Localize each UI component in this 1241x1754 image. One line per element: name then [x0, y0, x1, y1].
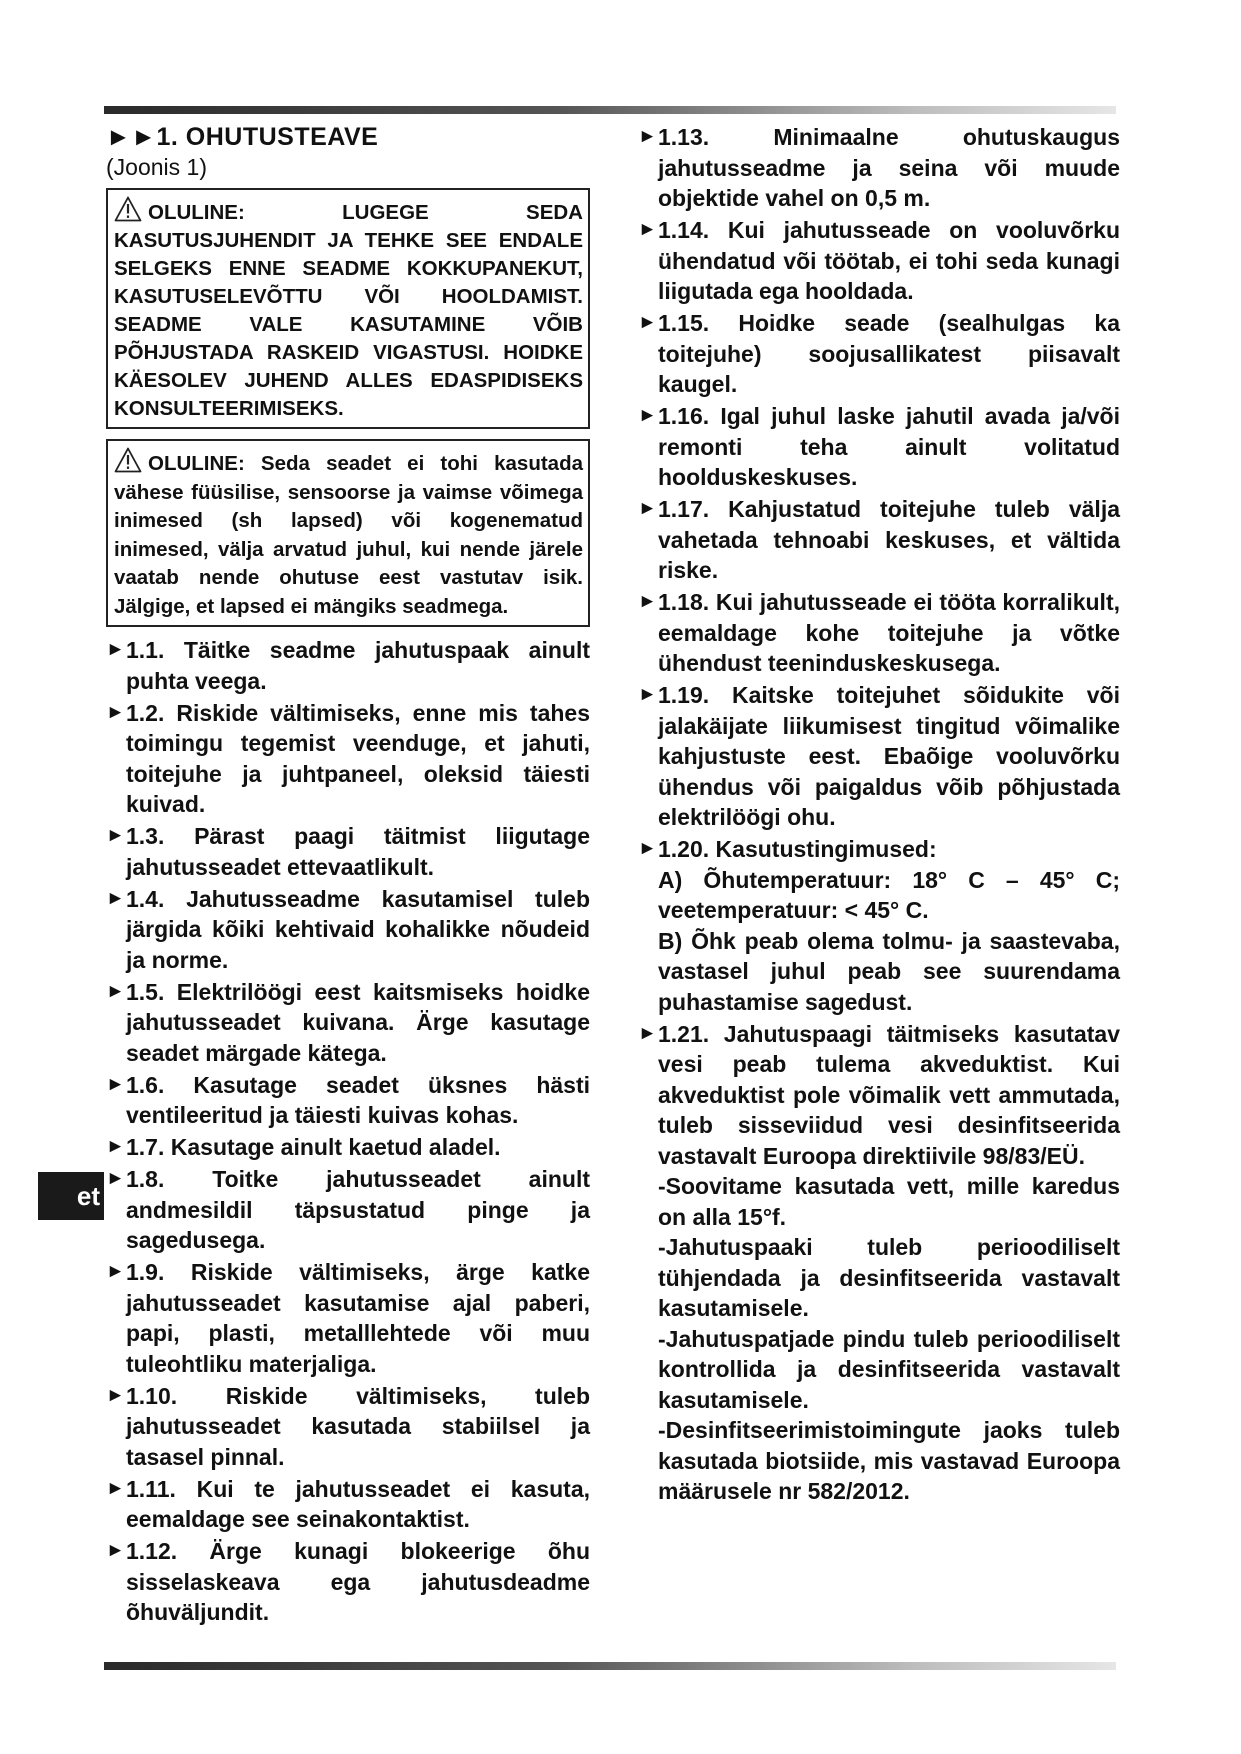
safety-item-text: 1.15. Hoidke seade (sealhulgas ka toitejuhe) soojusallikatest piisavalt kaugel.	[658, 310, 1120, 397]
bottom-rule	[104, 1662, 1116, 1670]
safety-item	[106, 977, 590, 1069]
safety-item-text: 1.1. Täitke seadme jahutuspaak ainult puhta veega.	[126, 637, 590, 694]
arrow-icon: ►	[638, 126, 657, 147]
section-subtitle: (Joonis 1)	[106, 154, 207, 180]
safety-item	[638, 680, 1120, 833]
item-1-20-b: B) Õhk peab olema tolmu- ja saastevaba, vastasel juhul peab see suurendama puhastamise sagedust.	[658, 927, 1120, 1015]
safety-item-text: 1.18. Kui jahutusseade ei tööta korralikult, eemaldage kohe toitejuhe ja võtke ühendust teeninduskeskusega.	[658, 589, 1120, 676]
warning-text-persons: OLULINE: Seda seadet ei tohi kasutada vähese füüsilise, sensoorse ja vaimse võimega inimesed (sh lapsed) või kogenematud inimesed, välja arvatud juhul, kui nende järele vaatab nende ohutuse eest vastutav isik. Jälgige, et lapsed ei mängiks seadmega.	[114, 452, 583, 618]
warning-box-manual	[106, 188, 590, 429]
safety-item-1-20	[638, 834, 1120, 1017]
arrow-icon: ►	[638, 498, 657, 519]
safety-item-1-21	[638, 1019, 1120, 1507]
section-title	[106, 122, 590, 152]
top-rule	[104, 106, 1116, 114]
arrow-icon: ►	[638, 312, 657, 333]
safety-item-text: 1.17. Kahjustatud toitejuhe tuleb välja vahetada tehnoabi keskuses, et vältida riske.	[658, 496, 1120, 583]
safety-item	[638, 401, 1120, 493]
safety-item	[106, 1132, 590, 1163]
safety-item-text: 1.12. Ärge kunagi blokeerige õhu sisselaskeava ega jahutusdeadme õhuväljundit.	[126, 1538, 590, 1625]
left-column	[106, 122, 590, 1629]
safety-item	[106, 821, 590, 882]
arrow-icon: ►	[638, 405, 657, 426]
safety-item-text: 1.2. Riskide vältimiseks, enne mis tahes toimingu tegemist veenduge, et jahuti, toitejuhe ja juhtpaneel, oleksid täiesti kuivad.	[126, 699, 590, 817]
safety-item	[106, 1474, 590, 1535]
item-1-20-head: 1.20. Kasutustingimused:	[658, 836, 937, 862]
arrow-icon: ►	[106, 639, 125, 660]
arrow-icon: ►	[106, 1168, 125, 1189]
item-1-21-head: 1.21. Jahutuspaagi täitmiseks kasutatav vesi peab tulema akveduktist. Kui akveduktist pole võimalik vett ammutada, tuleb sisseviidud vesi desinfitseerida vastavalt Euroopa direktiivile 98/83/EÜ.	[658, 1020, 1120, 1169]
arrow-icon: ►	[106, 1384, 125, 1406]
safety-item-text: 1.4. Jahutusseadme kasutamisel tuleb järgida kõiki kehtivaid kohalikke nõudeid ja norme.	[126, 885, 590, 973]
safety-item	[638, 308, 1120, 400]
item-1-21-p1: -Soovitame kasutada vett, mille karedus on alla 15°f.	[658, 1173, 1120, 1230]
language-tab: et	[38, 1172, 104, 1220]
safety-item	[106, 1164, 590, 1256]
safety-item-text: 1.13. Minimaalne ohutuskaugus jahutusseadme ja seina või muude objektide vahel on 0,5 m.	[658, 124, 1120, 211]
safety-item	[638, 215, 1120, 307]
arrow-icon: ►	[106, 1261, 125, 1282]
warning-triangle-icon	[114, 196, 142, 222]
safety-item	[106, 1257, 590, 1379]
warning-text-manual: OLULINE: LUGEGE SEDA KASUTUSJUHENDIT JA TEHKE SEE ENDALE SELGEKS ENNE SEADME KOKKUPANEKUT, KASUTUSELEVÕTTU VÕI HOOLDAMIST. SEADME VALE KASUTAMINE VÕIB PÕHJUSTADA RASKEID VIGASTUSI. HOIDKE KÄESOLEV JUHEND ALLES EDASPIDISEKS KONSULTEERIMISEKS.	[114, 201, 583, 420]
safety-item-text: 1.5. Elektrilöögi eest kaitsmiseks hoidke jahutusseadet kuivana. Ärge kasutage seadet märgade kätega.	[126, 978, 590, 1066]
safety-item	[106, 1536, 590, 1628]
safety-item	[106, 884, 590, 976]
right-item-list	[638, 122, 1120, 833]
safety-item-text: 1.8. Toitke jahutusseadet ainult andmesildil täpsustatud pinge ja sagedusega.	[126, 1166, 590, 1253]
safety-item-text: 1.9. Riskide vältimiseks, ärge katke jahutusseadet kasutamise ajal paberi, papi, plasti, metalllehtede või muu tuleohtliku materjaliga.	[126, 1259, 590, 1377]
safety-item-text: 1.6. Kasutage seadet üksnes hästi ventileeritud ja täiesti kuivas kohas.	[126, 1071, 590, 1128]
item-1-20-a: A) Õhutemperatuur: 18° C – 45° C; veetemperatuur: < 45° C.	[658, 866, 1120, 923]
arrow-icon: ►	[638, 684, 657, 705]
arrow-icon: ►	[106, 980, 125, 1002]
arrow-icon: ►	[638, 591, 657, 612]
safety-item	[106, 698, 590, 820]
arrow-icon: ►	[106, 701, 125, 723]
title-arrows: ►►	[106, 123, 157, 151]
safety-item	[106, 1381, 590, 1473]
item-1-21-p4: -Desinfitseerimistoimingute jaoks tuleb kasutada biotsiide, mis vastavad Euroopa määrusele nr 582/2012.	[658, 1417, 1120, 1504]
warning-triangle-icon	[114, 447, 142, 473]
safety-item	[106, 1070, 590, 1131]
arrow-icon: ►	[106, 1540, 125, 1561]
arrow-icon: ►	[638, 838, 657, 859]
safety-item	[638, 587, 1120, 679]
safety-item-text: 1.3. Pärast paagi täitmist liigutage jahutusseadet ettevaatlikult.	[126, 823, 590, 880]
safety-item	[638, 494, 1120, 586]
arrow-icon: ►	[106, 825, 125, 846]
safety-item-text: 1.14. Kui jahutusseade on vooluvõrku ühendatud või töötab, ei tohi seda kunagi liigutada ega hooldada.	[658, 217, 1120, 304]
right-column	[638, 122, 1120, 1508]
safety-item-text: 1.10. Riskide vältimiseks, tuleb jahutusseadet kasutada stabiilsel ja tasasel pinnal.	[126, 1382, 590, 1470]
arrow-icon: ►	[638, 219, 657, 240]
item-1-21-p3: -Jahutuspatjade pindu tuleb perioodiliselt kontrollida ja desinfitseerida vastavalt kasutamisele.	[658, 1325, 1120, 1413]
arrow-icon: ►	[106, 887, 125, 909]
arrow-icon: ►	[106, 1073, 125, 1095]
arrow-icon: ►	[638, 1022, 657, 1044]
title-text: 1. OHUTUSTEAVE	[156, 123, 379, 151]
arrow-icon: ►	[106, 1477, 125, 1499]
safety-item-text: 1.16. Igal juhul laske jahutil avada ja/või remonti teha ainult volitatud hoolduskeskuses.	[658, 403, 1120, 490]
warning-box-persons	[106, 439, 590, 627]
safety-item	[106, 635, 590, 696]
safety-item	[638, 122, 1120, 214]
arrow-icon: ►	[106, 1136, 125, 1157]
safety-item-text: 1.7. Kasutage ainult kaetud aladel.	[126, 1134, 501, 1160]
safety-item-text: 1.19. Kaitske toitejuhet sõidukite või jalakäijate liikumisest tingitud võimalike kahjustuste eest. Ebaõige vooluvõrku ühendus või paigaldus võib põhjustada elektrilöögi ohu.	[658, 682, 1120, 830]
safety-item-text: 1.11. Kui te jahutusseadet ei kasuta, eemaldage see seinakontaktist.	[126, 1475, 590, 1532]
left-item-list	[106, 635, 590, 1628]
item-1-21-p2: -Jahutuspaaki tuleb perioodiliselt tühjendada ja desinfitseerida vastavalt kasutamisele.	[658, 1234, 1120, 1321]
